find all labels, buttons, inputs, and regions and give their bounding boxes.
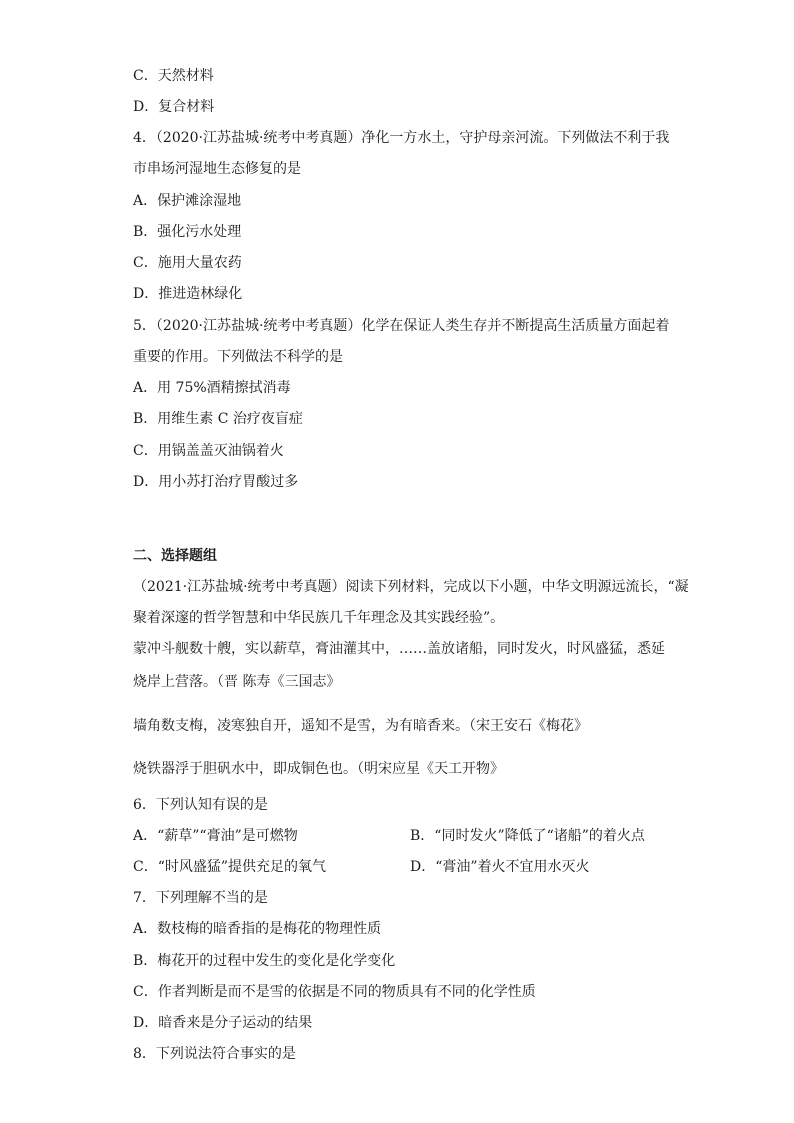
material2: 墙角数支梅，凌寒独自开，遥知不是雪，为有暗香来。（宋王安石《梅花》 [133,718,588,734]
q6-option-a: A．“薪草”“膏油”是可燃物 [133,828,298,844]
q8-stem: 8．下列说法符合事实的是 [133,1046,296,1062]
q7-option-d: D．暗香来是分子运动的结果 [133,1015,313,1031]
q6-option-d: D．“膏油”着火不宜用水灭火 [410,859,590,875]
material1-line1: 蒙冲斗舰数十艘，实以薪草，膏油灌其中，……盖放诸船，同时发火，时风盛猛，悉延 [133,641,665,657]
q4-option-d: D．推进造林绿化 [133,286,243,302]
q7-stem: 7．下列理解不当的是 [133,890,268,906]
q5-stem-line1: 5．（2020·江苏盐城·统考中考真题）化学在保证人类生存并不断提高生活质量方面起着 [133,318,670,334]
q4-stem-line2: 市串场河湿地生态修复的是 [133,161,301,177]
section-intro-line2: 聚着深邃的哲学智慧和中华民族几千年理念及其实践经验”。 [133,610,505,626]
q5-option-c: C．用锅盖盖灭油锅着火 [133,443,284,459]
q4-option-a: A．保护滩涂湿地 [133,193,242,209]
q6-stem: 6．下列认知有误的是 [133,797,268,813]
section-title: 二、选择题组 [133,548,217,564]
q3-option-d: D．复合材料 [133,99,215,115]
q4-option-c: C．施用大量农药 [133,255,242,271]
q5-option-b: B．用维生素 C 治疗夜盲症 [133,411,303,427]
q6-option-c: C．“时风盛猛”提供充足的氧气 [133,859,327,875]
q4-stem-line1: 4．（2020·江苏盐城·统考中考真题）净化一方水土，守护母亲河流。下列做法不利于我 [133,130,670,146]
q7-option-a: A．数枝梅的暗香指的是梅花的物理性质 [133,921,382,937]
q5-option-a: A．用 75%酒精擦拭消毒 [133,380,291,396]
q7-option-b: B．梅花开的过程中发生的变化是化学变化 [133,953,396,969]
q7-option-c: C．作者判断是而不是雪的依据是不同的物质具有不同的化学性质 [133,984,536,1000]
section-intro-line1: （2021·江苏盐城·统考中考真题）阅读下列材料，完成以下小题，中华文明源远流长，“凝 [133,579,689,595]
q3-option-c: C．天然材料 [133,68,214,84]
material1-line2: 烧岸上营落。（晋 陈寿《三国志》 [133,674,341,690]
q6-option-b: B．“同时发火”降低了“诸船”的着火点 [410,828,645,844]
q5-option-d: D．用小苏打治疗胃酸过多 [133,474,299,490]
q4-option-b: B．强化污水处理 [133,224,242,240]
material3: 烧铁器浮于胆矾水中，即成铜色也。（明宋应星《天工开物》 [133,761,504,777]
q5-stem-line2: 重要的作用。下列做法不科学的是 [133,349,343,365]
